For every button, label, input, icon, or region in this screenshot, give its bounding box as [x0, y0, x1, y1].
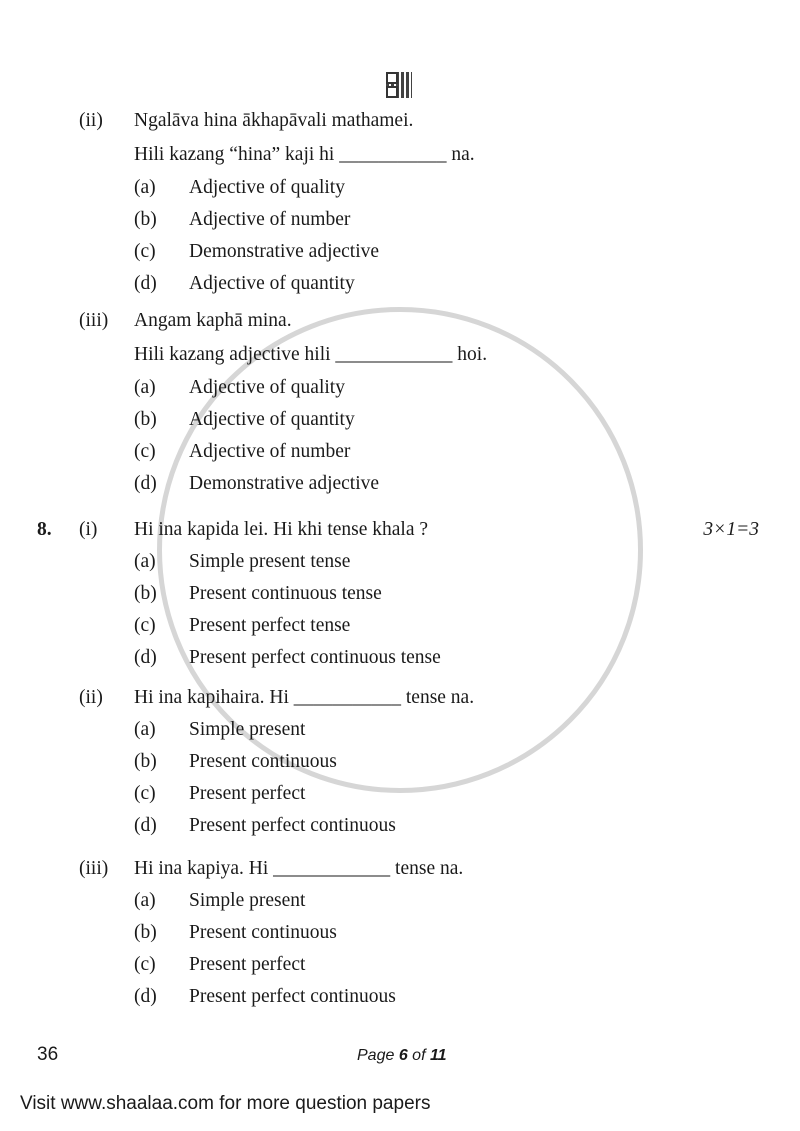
- question-text: Hi ina kapiya. Hi ____________ tense na.: [134, 858, 464, 879]
- marks-label: 3×1=3: [703, 519, 759, 540]
- option-text: Present perfect: [189, 954, 306, 975]
- option-label: (b): [134, 209, 157, 230]
- option-label: (c): [134, 783, 156, 804]
- option-label: (b): [134, 751, 157, 772]
- option-label: (d): [134, 815, 157, 836]
- option-label: (b): [134, 922, 157, 943]
- option-label: (d): [134, 647, 157, 668]
- paper-code: 36: [37, 1044, 59, 1065]
- question-text: Angam kaphā mina.: [134, 310, 292, 331]
- option-label: (c): [134, 615, 156, 636]
- visit-link[interactable]: Visit www.shaalaa.com for more question papers: [20, 1093, 431, 1114]
- option-text: Adjective of number: [189, 441, 351, 462]
- option-text: Adjective of quality: [189, 377, 345, 398]
- question-text: Hi ina kapida lei. Hi khi tense khala ?: [134, 519, 429, 540]
- page-prefix: Page: [357, 1047, 399, 1064]
- question-number: (i): [79, 519, 98, 540]
- option-label: (a): [134, 890, 156, 911]
- option-text: Simple present: [189, 890, 306, 911]
- option-label: (a): [134, 377, 156, 398]
- option-text: Simple present: [189, 719, 306, 740]
- page-number: [357, 1045, 447, 1067]
- option-text: Simple present tense: [189, 551, 351, 572]
- option-text: Present perfect: [189, 783, 306, 804]
- option-label: (d): [134, 473, 157, 494]
- option-text: Adjective of quantity: [189, 409, 355, 430]
- question-text: Hi ina kapihaira. Hi ___________ tense na.: [134, 687, 475, 708]
- option-label: (d): [134, 986, 157, 1007]
- option-label: (c): [134, 241, 156, 262]
- option-text: Present perfect continuous tense: [189, 647, 441, 668]
- option-label: (a): [134, 551, 156, 572]
- question-number: (ii): [79, 110, 103, 131]
- option-label: (a): [134, 719, 156, 740]
- option-text: Demonstrative adjective: [189, 473, 380, 494]
- page-of: of: [407, 1047, 430, 1064]
- option-text: Demonstrative adjective: [189, 241, 380, 262]
- option-text: Present perfect continuous: [189, 815, 396, 836]
- page-current: 6: [398, 1047, 408, 1064]
- option-label: (b): [134, 409, 157, 430]
- question-number: (ii): [79, 687, 103, 708]
- option-text: Present continuous: [189, 751, 337, 772]
- question-prompt: Hili kazang adjective hili ____________ hoi.: [134, 344, 488, 365]
- option-text: Adjective of number: [189, 209, 351, 230]
- question-number: (iii): [79, 310, 109, 331]
- qr-code-icon: [386, 72, 412, 98]
- option-text: Present perfect continuous: [189, 986, 396, 1007]
- option-label: (a): [134, 177, 156, 198]
- option-text: Present continuous tense: [189, 583, 382, 604]
- question-8-number: 8.: [37, 519, 52, 540]
- option-label: (b): [134, 583, 157, 604]
- page-total: 11: [429, 1047, 447, 1064]
- question-number: (iii): [79, 858, 109, 879]
- question-text: Ngalāva hina ākhapāvali mathamei.: [134, 110, 414, 131]
- option-label: (c): [134, 954, 156, 975]
- option-text: Adjective of quality: [189, 177, 345, 198]
- option-label: (c): [134, 441, 156, 462]
- option-label: (d): [134, 273, 157, 294]
- option-text: Present perfect tense: [189, 615, 351, 636]
- option-text: Present continuous: [189, 922, 337, 943]
- question-prompt: Hili kazang “hina” kaji hi ___________ na.: [134, 144, 475, 165]
- option-text: Adjective of quantity: [189, 273, 355, 294]
